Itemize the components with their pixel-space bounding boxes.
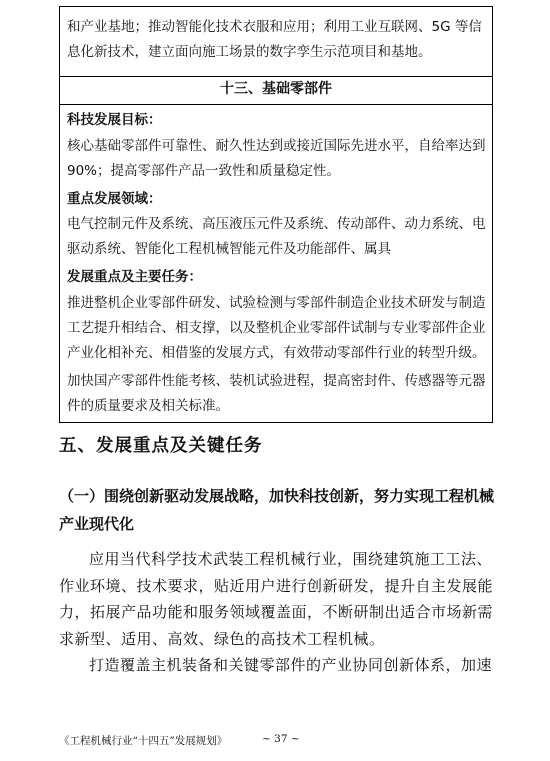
goal-label: 科技发展目标：: [67, 112, 162, 128]
task-label: 发展重点及主要任务：: [67, 269, 202, 285]
goal-text: 核心基础零部件可靠性、耐久性达到或接近国际先进水平，自给率达到 90%；提高零部件产品一致性和质量稳定性。: [67, 138, 486, 179]
table-top-text: 和产业基地；推动智能化技术衣服和应用；利用工业互联网、5G 等信息化新技术，建立面向施工场景的数字孪生示范项目和基地。: [67, 19, 482, 60]
task-text-1: 推进整机企业零部件研发、试验检测与零部件制造企业技术研发与制造工艺提升相结合、相支撑，以及整机企业零部件试制与专业零部件企业产业化相补充、相借鉴的发展方式，有效带动零部件行业的转型升级。: [67, 295, 486, 361]
paragraph: 打造覆盖主机装备和关键零部件的产业协同创新体系，加速: [89, 656, 493, 674]
task-text-2: 加快国产零部件性能考核、装机试验进程，提高密封件、传感器等元器件的质量要求及相关标准。: [67, 373, 486, 414]
section-title: 十三、基础零部件: [220, 81, 332, 97]
table-divider: [60, 104, 492, 105]
field-label: 重点发展领域：: [67, 191, 162, 207]
section-heading: 五、发展重点及关键任务: [59, 436, 263, 456]
paragraph: 应用当代科学技术武装工程机械行业，围绕建筑施工工法、作业环境、技术要求，贴近用户进行创新研发，提升自主发展能力，拓展产品功能和服务领域覆盖面，不断研制出适合市场新需求新型、适用、高效、绿色的高技术工程机械。: [59, 550, 494, 648]
field-text: 电气控制元件及系统、高压液压元件及系统、传动部件、动力系统、电驱动系统、智能化工程机械智能元件及功能部件、属具: [67, 216, 486, 257]
page-number: ~ 37 ~: [262, 733, 300, 745]
footer-document-title: 《工程机械行业“十四五”发展规划》: [59, 735, 228, 747]
content-table: [59, 6, 493, 423]
subheading: （一）围绕创新驱动发展战略，加快科技创新，努力实现工程机械产业现代化: [59, 487, 495, 533]
